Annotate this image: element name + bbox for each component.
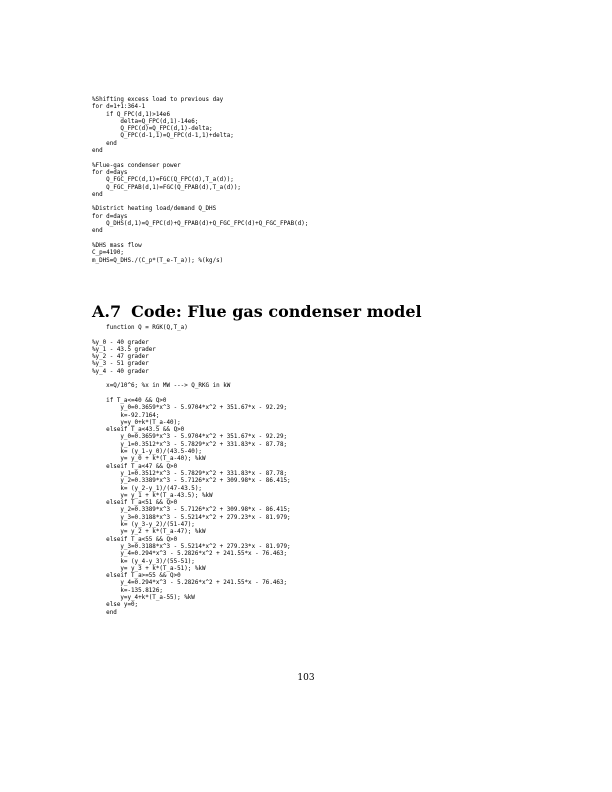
code-block-shifting-load: %Shifting excess load to previous day for d=1+1:364-1 if Q_FPC(d,1)>14e6 delta=Q_FPC(d,1)-14e6; Q_FPC(d)=Q_FPC(d,1)-delta; Q_FPC(d-1,1)=Q_FPC(d-1,1)+delta; end end %Flue-gas condenser power for d=days Q_FGC_FPC(d,1)=FGC(Q_FPC(d),T_a(d)); Q_FGC_FPAB(d,1)=FGC(Q_FPAB(d),T_a(d)); end %District heating load/demand Q_DHS for d=days Q_DHS(d,1)=Q_FPC(d)+Q_FPAB(d)+Q_FGC_FPC(d)+Q_FGC_FPAB(d); end %DHS mass flow C_p=4190; m_DHS=Q_DHS./(C_p*(T_e-T_a)); %(kg/s) (92, 97, 309, 264)
section-heading (92, 303, 422, 321)
section-title: Code: Flue gas condenser model (131, 302, 422, 321)
page-number: 103 (297, 673, 315, 683)
code-block-flue-gas-model: function Q = RGK(Q,T_a) %y_0 - 40 grader %y_1 - 43.5 grader %y_2 - 47 grader %y_3 - 51 grader %y_4 - 40 grader x=Q/10^6; %x in MW ---> Q_RKG in kW if T_a<=40 && Q>0 y_0=0.3659*x^3 - 5.9704*x^2 + 351.67*x - 92.29; k=-92.7164; y=y_0+k*(T_a-40); elseif T_a<43.5 && Q>0 y_0=0.3659*x^3 - 5.9704*x^2 + 351.67*x - 92.29; y_1=0.3512*x^3 - 5.7829*x^2 + 331.83*x - 87.78; k= (y_1-y_0)/(43.5-40); y= y_0 + k*(T_a-40); %kW elseif T_a<47 && Q>0 y_1=0.3512*x^3 - 5.7829*x^2 + 331.83*x - 87.78; y_2=0.3389*x^3 - 5.7126*x^2 + 309.98*x - 86.415; k= (y_2-y_1)/(47-43.5); y= y_1 + k*(T_a-43.5); %kW elseif T_a<51 && Q>0 y_2=0.3389*x^3 - 5.7126*x^2 + 309.98*x - 86.415; y_3=0.3188*x^3 - 5.5214*x^2 + 279.23*x - 81.979; k= (y_3-y_2)/(51-47); y= y_2 + k*(T_a-47); %kW elseif T_a<55 && Q>0 y_3=0.3188*x^3 - 5.5214*x^2 + 279.23*x - 81.979; y_4=0.294*x^3 - 5.2826*x^2 + 241.55*x - 76.463; k= (y_4-y_3)/(55-51); y= y_3 + k*(T_a-51); %kW elseif T_a>=55 && Q>0 y_4=0.294*x^3 - 5.2826*x^2 + 241.55*x - 76.463; k=-135.8126; y=y_4+k*(T_a-55); %kW else y=0; end (92, 325, 291, 616)
section-number: A.7 (92, 302, 122, 321)
